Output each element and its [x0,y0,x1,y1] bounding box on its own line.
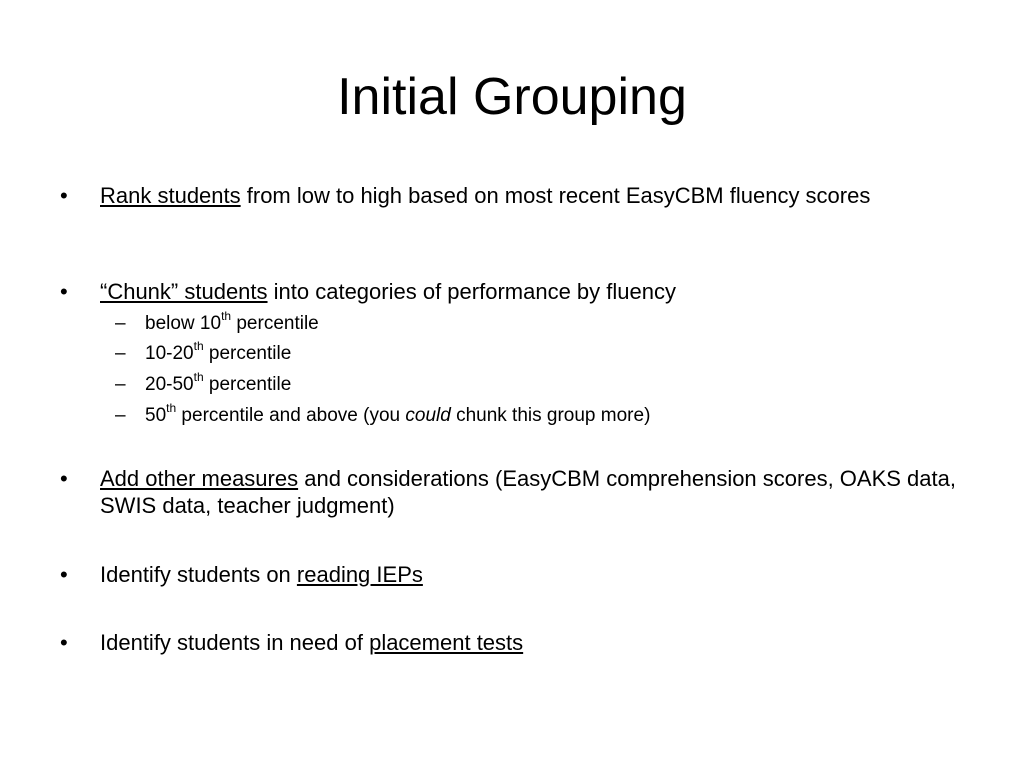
bullet-underlined-text: Add other measures [100,466,299,491]
bullet-add-other-measures [60,465,980,519]
bullet-rank-students [60,182,980,209]
subitem-text: 20-50 [145,374,194,395]
bullet-text: into categories of performance by fluency [267,279,676,304]
bullet-dot-icon: • [60,562,68,587]
bullet-underlined-text: “Chunk” students [100,279,268,304]
dash-icon: – [115,374,126,395]
bullet-underlined-text: Rank students [100,183,241,208]
superscript: th [193,338,204,353]
bullet-reading-ieps [60,561,980,588]
subitem-text: percentile and above (you [176,405,406,426]
bullet-dot-icon: • [60,279,68,304]
subitem-text: chunk this group more) [450,405,651,426]
subitem-text: 50 [145,405,167,426]
subitem-italic-text: could [405,405,451,426]
bullet-text: Identify students on [100,562,297,587]
subitem-text: percentile [231,313,319,334]
subitem-text: 10-20 [145,343,194,364]
superscript: th [221,308,232,323]
subitem-50th-above [115,400,985,429]
bullet-text: Identify students in need of [100,630,370,655]
dash-icon: – [115,405,126,426]
bullet-placement-tests [60,629,980,656]
superscript: th [193,369,204,384]
subitem-10-20th [115,338,985,367]
bullet-dot-icon: • [60,466,68,491]
superscript: th [166,400,177,415]
subitem-text: below 10 [145,313,222,334]
subitem-below-10th [115,308,985,337]
bullet-underlined-text: placement tests [369,630,524,655]
subitem-text: percentile [203,343,292,364]
bullet-underlined-text: reading IEPs [296,562,423,587]
slide-title: Initial Grouping [337,68,687,126]
bullet-text: and considerations (EasyCBM comprehension scores, OAKS data, SWIS data, teacher judgment) [100,466,956,518]
subitem-text: percentile [203,374,292,395]
bullet-dot-icon: • [60,630,68,655]
bullet-chunk-students [60,278,980,305]
dash-icon: – [115,313,126,334]
bullet-text: from low to high based on most recent EasyCBM fluency scores [240,183,871,208]
dash-icon: – [115,343,126,364]
bullet-dot-icon: • [60,183,68,208]
subitem-20-50th [115,369,985,398]
